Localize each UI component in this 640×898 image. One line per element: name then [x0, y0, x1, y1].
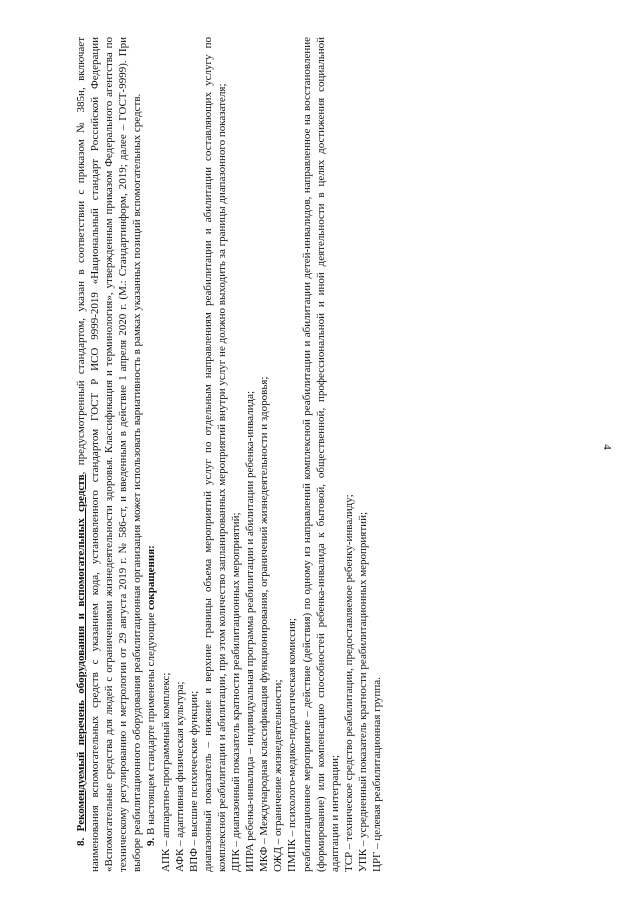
section-8-paragraph — [74, 37, 144, 872]
abbreviation-item: ПМПК – психолого-медико-педагогическая комиссия; — [286, 618, 299, 872]
abbrev-intro-number: 9. — [145, 837, 158, 846]
abbreviation-item: ИПРА ребенка-инвалида – индивидуальная программа реабилитации и абилитации ребенка-инвалида; — [244, 390, 257, 872]
abbreviations-intro — [144, 37, 158, 872]
section-body: , предусмотренный стандартом, указан в соответствии с приказом № 385н, включает наименования вспомогательных средств с указанием кода, установленного стандартом ГОСТ Р ИСО 9999-2019 «Национальный стандарт Российской Федерации «Вспомогательные средства для людей с ограничениями жизнедеятельности здоровья. Классификация и терминология», утвержденным приказом Федерального агентства по техническому регулированию и метрологии от 29 августа 2019 г. № 586-ст, и введенным в действие 1 апреля 2020 г. (М.: Стандартинформ, 2019; далее – ГОСТ-9999). При выборе реабилитационного оборудования реабилитационная организация может использовать вариативность в рамках указанных позиций вспомогательных средств. — [75, 36, 144, 872]
abbreviation-item: реабилитационное мероприятие – действие (действия) по одному из направлений комплексной реабилитации и абилитации детей-инвалидов, направленное на восстановление (формирование) или компенсацию способностей ребенка-инвалида к бытовой, общественной, профессиональной и иной деятельности в целях достижения социальной адаптации и интеграции; — [300, 37, 341, 872]
abbreviation-item: ТСР – техническое средство реабилитации, предоставляемое ребенку-инвалиду; — [342, 494, 355, 872]
abbreviation-item: диапазонный показатель – нижние и верхние границы объема мероприятий услуг по отдельным направлениям реабилитации и абилитации составляющих услугу по комплексной реабилитации и абилитации, при этом количество запланированных мероприятий внутри услуг не должно выходить за границы диапазонного показателя; — [201, 37, 228, 872]
abbrev-intro-bold: сокращения: — [145, 545, 158, 610]
document-body — [74, 37, 384, 872]
abbrev-intro-text: В настоящем стандарте применены следующие — [145, 609, 158, 838]
abbreviation-item: МКФ – Международная классификация функционирования, ограничений жизнедеятельности и здоровья; — [258, 376, 271, 872]
section-number: 8. — [75, 837, 87, 846]
abbreviation-item: ДПК – диапазонный показатель кратности реабилитационных мероприятий; — [230, 512, 243, 872]
abbreviation-item: ВПФ – высшие психические функции; — [187, 690, 200, 872]
section-title: Рекомендуемый перечень оборудования и вспомогательных средств — [75, 474, 87, 832]
abbreviation-item: АФК – адаптивная физическая культура; — [173, 681, 186, 872]
abbreviation-item: ОЖД – ограничение жизнедеятельности; — [272, 679, 285, 872]
abbreviation-item: УПК – усредненный показатель кратности реабилитационных мероприятий; — [356, 511, 369, 872]
abbreviation-item: ЦРГ – целевая реабилитационная группа. — [370, 677, 383, 872]
abbreviation-item: АПК – аппаратно-программный комплекс; — [159, 672, 172, 872]
page-number: 4 — [600, 444, 613, 450]
